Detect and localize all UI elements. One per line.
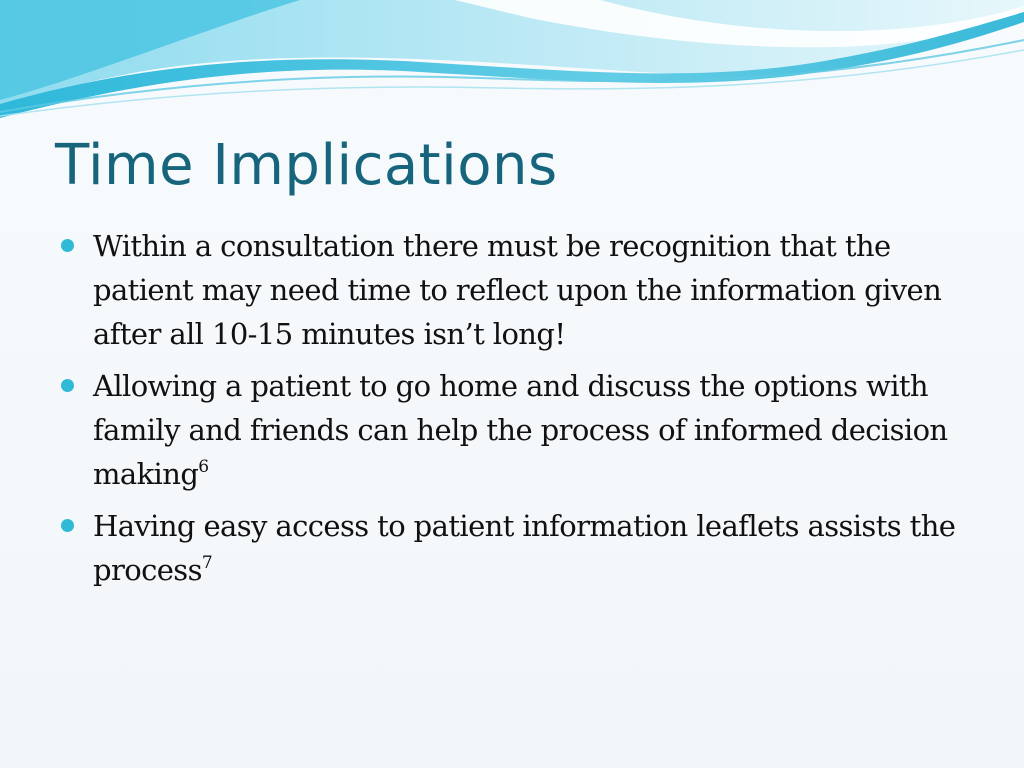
bullet-list bbox=[60, 224, 960, 600]
decorative-wave-header bbox=[0, 0, 1024, 130]
bullet-item bbox=[60, 364, 960, 496]
bullet-text: Allowing a patient to go home and discuss the options with family and friends can help the process of informed decision making bbox=[93, 369, 948, 491]
bullet-text: Within a consultation there must be recognition that the patient may need time to reflect upon the information given after all 10-15 minutes isn’t long! bbox=[93, 229, 942, 351]
bullet-dot-icon bbox=[61, 519, 74, 532]
bullet-dot-icon bbox=[61, 239, 74, 252]
bullet-item bbox=[60, 224, 960, 356]
bullet-text: Having easy access to patient information leaflets assists the process bbox=[93, 509, 956, 587]
slide-title: Time Implications bbox=[55, 133, 558, 198]
bullet-dot-icon bbox=[61, 379, 74, 392]
citation-superscript: 6 bbox=[198, 457, 209, 477]
bullet-item bbox=[60, 504, 960, 592]
citation-superscript: 7 bbox=[201, 553, 213, 573]
